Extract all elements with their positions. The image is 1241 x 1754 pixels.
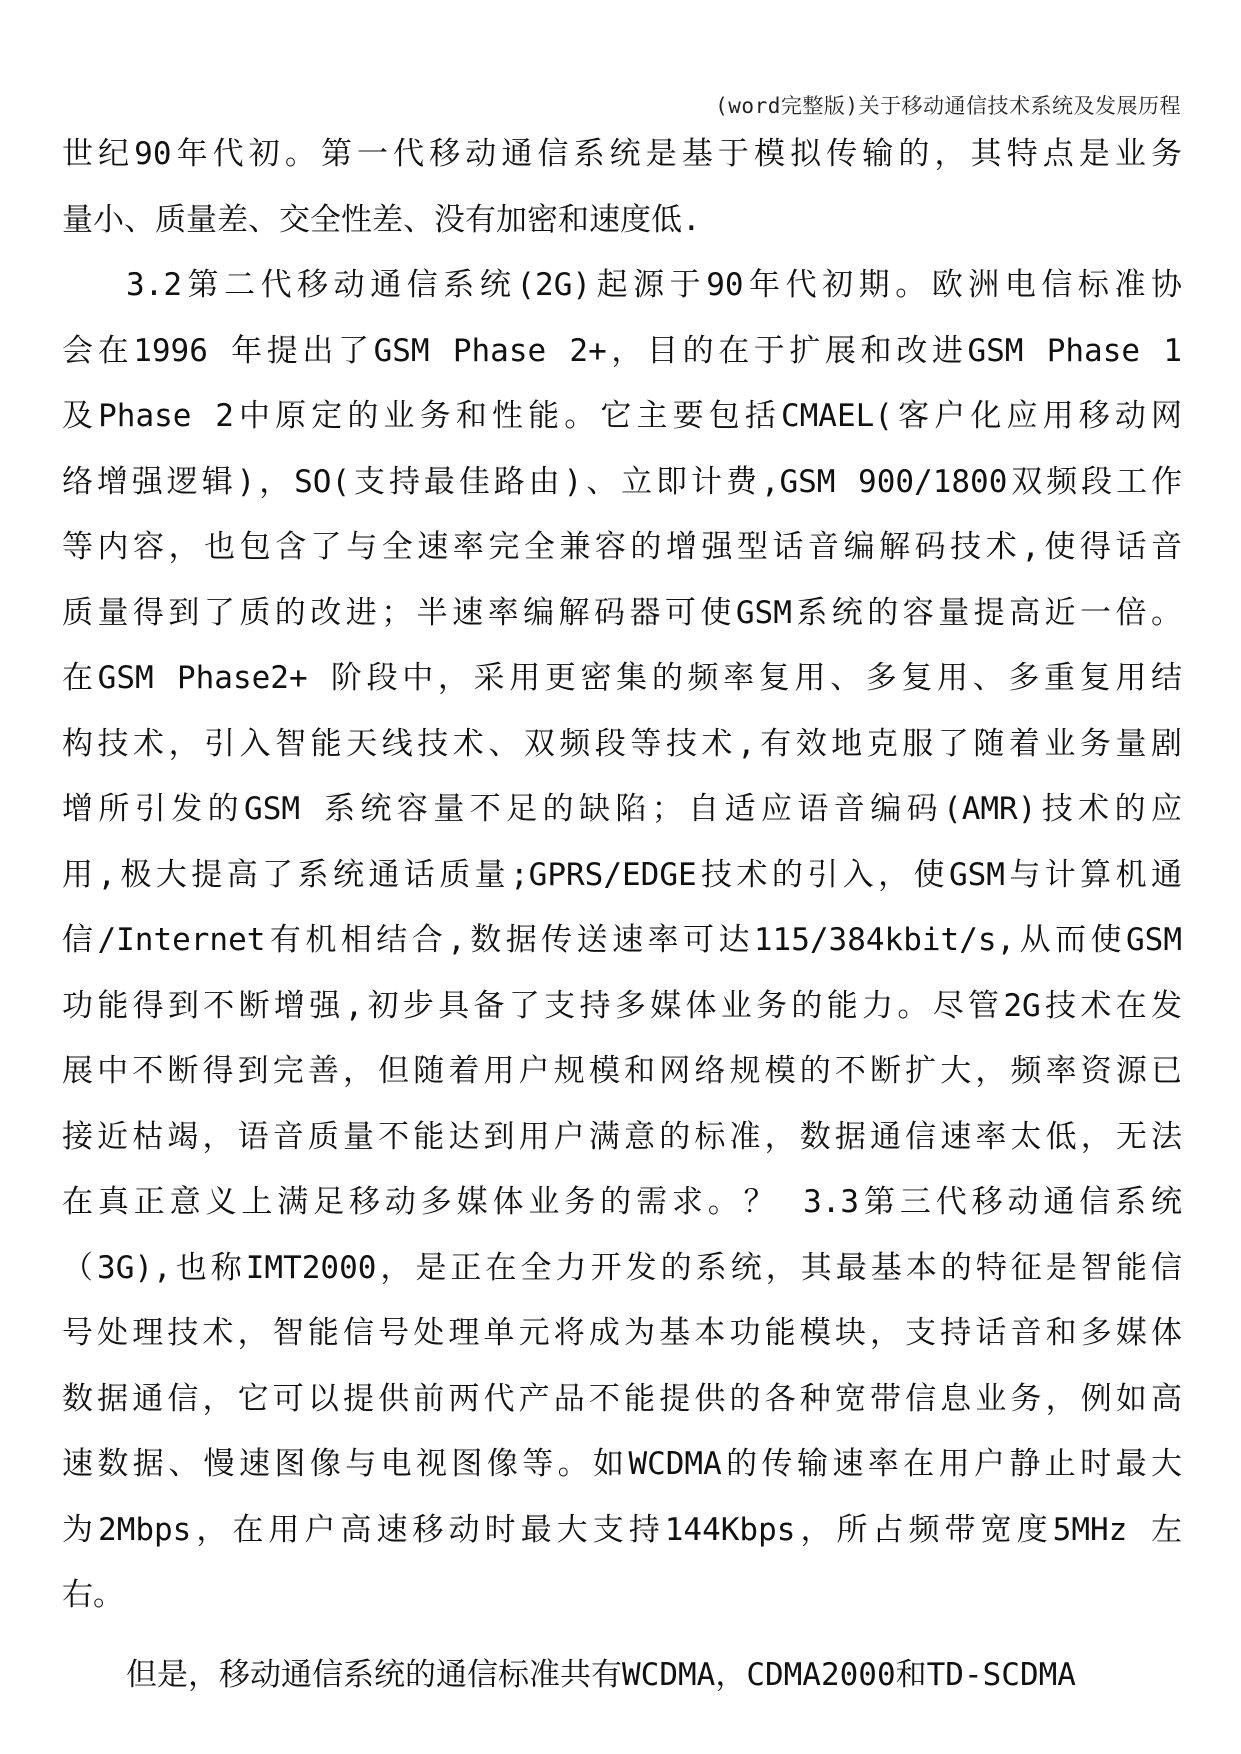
paragraph-3 [62, 1643, 1182, 1709]
text-line: 及Phase 2中原定的业务和性能。它主要包括CMAEL(客户化应用移动网 [62, 398, 1182, 434]
text-line: （3G),也称IMT2000，是正在全力开发的系统，其最基本的特征是智能信 [62, 1249, 1182, 1286]
text-line: 右。 [62, 1577, 124, 1613]
text-line: 为2Mbps，在用户高速移动时最大支持144Kbps，所占频带宽度5MHz 左 [62, 1511, 1182, 1548]
running-header: (word完整版)关于移动通信技术系统及发展历程 [715, 94, 1181, 118]
text-line: 络增强逻辑)，SO(支持最佳路由)、立即计费,GSM 900/1800双频段工作 [62, 463, 1182, 500]
body-text [62, 122, 1182, 1708]
text-line: 会在1996 年提出了GSM Phase 2+，目的在于扩展和改进GSM Phase 1 [62, 332, 1182, 369]
text-line: 增所引发的GSM 系统容量不足的缺陷；自适应语音编码(AMR)技术的应 [62, 791, 1182, 827]
text-line: 构技术，引入智能天线技术、双频段等技术,有效地克服了随着业务量剧 [62, 725, 1182, 762]
text-line: 号处理技术，智能信号处理单元将成为基本功能模块，支持话音和多媒体 [62, 1315, 1182, 1351]
text-line: 质量得到了质的改进；半速率编解码器可使GSM系统的容量提高近一倍。 [62, 594, 1182, 631]
text-line: 量小、质量差、交全性差、没有加密和速度低. [62, 201, 701, 238]
paragraph-gap [62, 1629, 1182, 1643]
paragraph-1 [62, 122, 1182, 253]
text-line: 3.2第二代移动通信系统(2G)起源于90年代初期。欧洲电信标准协 [126, 267, 1182, 303]
text-line: 速数据、慢速图像与电视图像等。如WCDMA的传输速率在用户静止时最大 [62, 1446, 1182, 1482]
paragraph-2 [62, 253, 1182, 1629]
text-line: 信/Internet有机相结合,数据传送速率可达115/384kbit/s,从而使GSM [62, 922, 1182, 958]
text-line: 展中不断得到完善，但随着用户规模和网络规模的不断扩大，频率资源已 [62, 1053, 1182, 1089]
text-line: 数据通信，它可以提供前两代产品不能提供的各种宽带信息业务，例如高 [62, 1380, 1182, 1417]
text-line: 世纪90年代初。第一代移动通信系统是基于模拟传输的，其特点是业务 [62, 136, 1182, 172]
text-line: 等内容，也包含了与全速率完全兼容的增强型话音编解码技术,使得话音 [62, 529, 1182, 565]
text-line: 接近枯竭，语音质量不能达到用户满意的标准，数据通信速率太低，无法 [62, 1118, 1182, 1155]
text-line: 用,极大提高了系统通话质量;GPRS/EDGE技术的引入，使GSM与计算机通 [62, 856, 1182, 893]
text-line: 在GSM Phase2+ 阶段中，采用更密集的频率复用、多复用、多重复用结 [62, 660, 1182, 696]
text-line: 但是，移动通信系统的通信标准共有WCDMA，CDMA2000和TD-SCDMA [126, 1656, 1076, 1693]
text-line: 功能得到不断增强,初步具备了支持多媒体业务的能力。尽管2G技术在发 [62, 987, 1182, 1024]
text-line: 在真正意义上满足移动多媒体业务的需求。？ 3.3第三代移动通信系统 [62, 1184, 1182, 1220]
